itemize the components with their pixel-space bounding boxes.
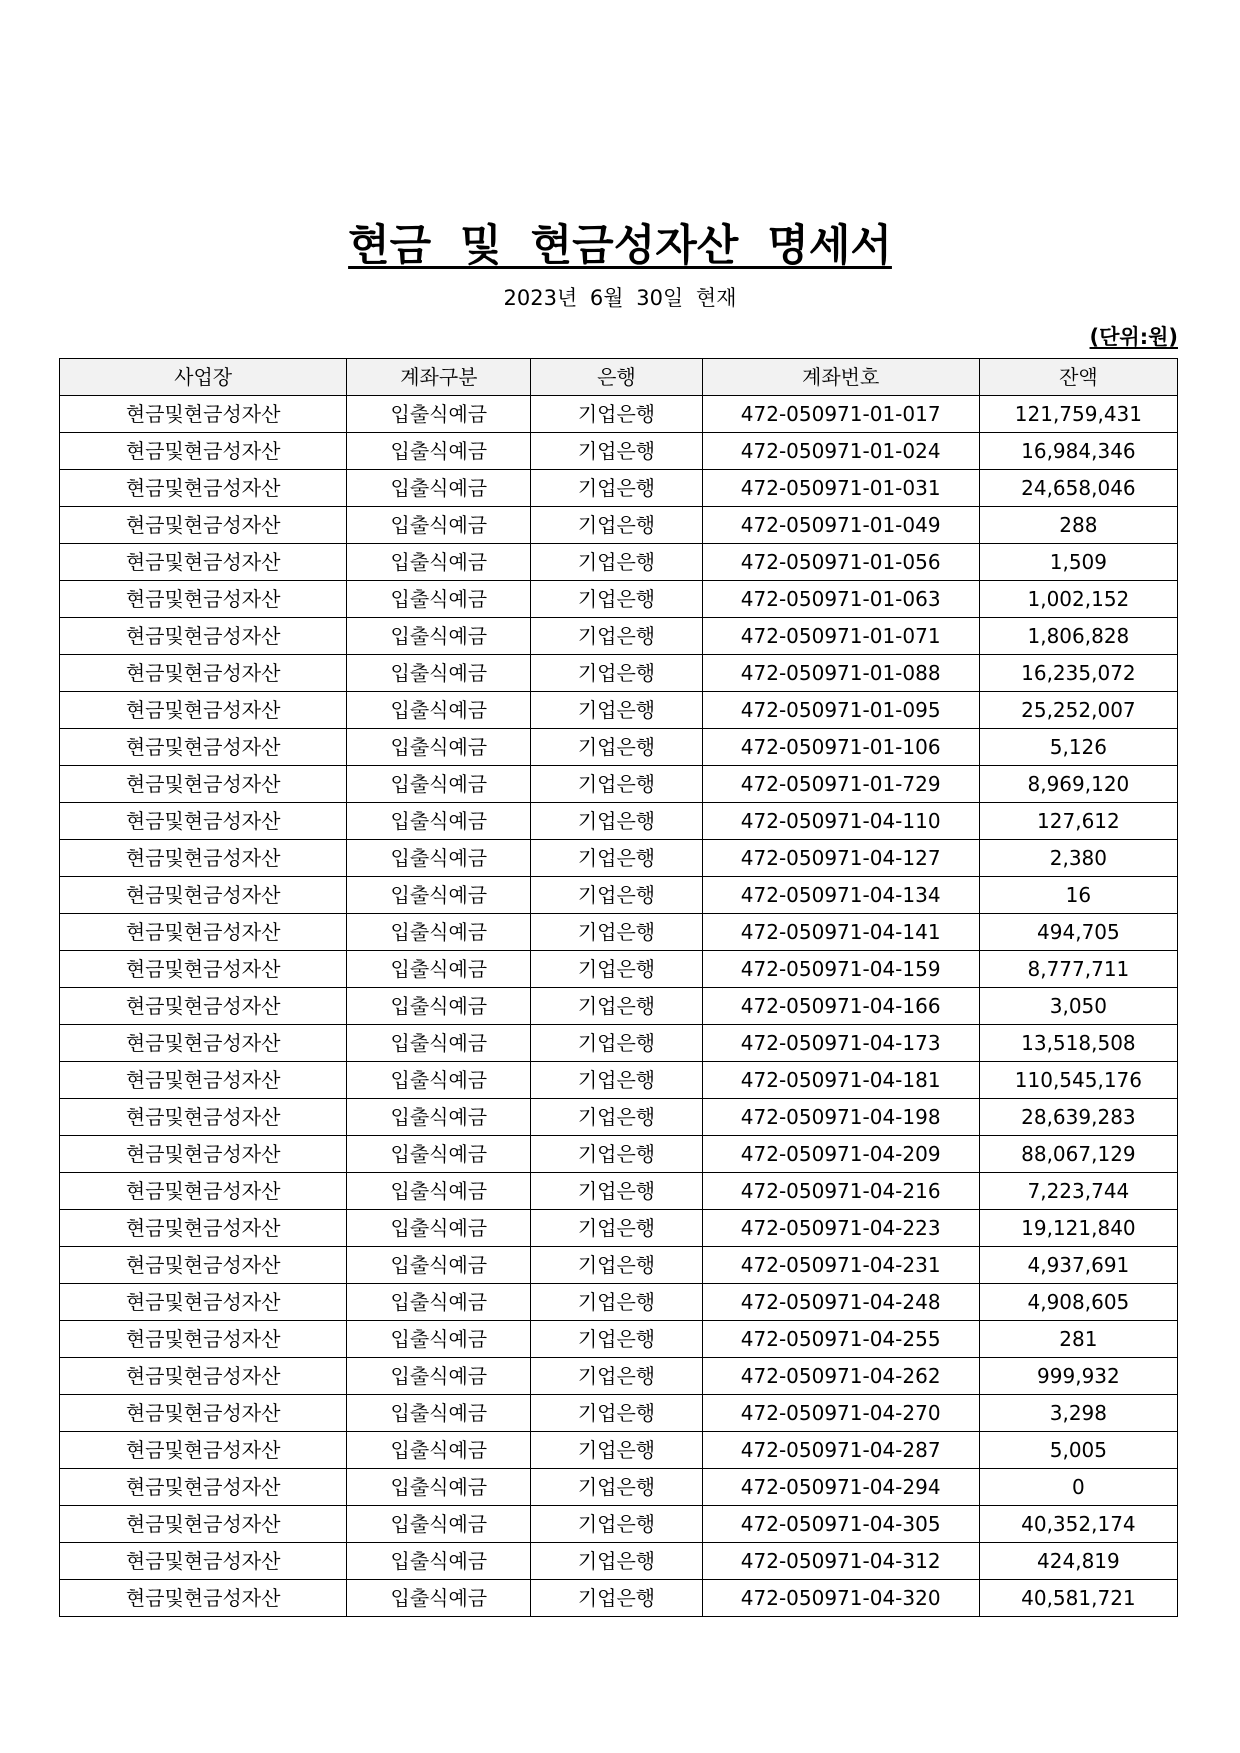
cell-account-type: 입출식예금 <box>347 655 531 692</box>
cell-balance: 16,235,072 <box>979 655 1177 692</box>
cell-account-type: 입출식예금 <box>347 729 531 766</box>
cell-account-type: 입출식예금 <box>347 1506 531 1543</box>
cell-account-type: 입출식예금 <box>347 877 531 914</box>
cell-account-number: 472-050971-01-031 <box>702 470 979 507</box>
cell-account-type: 입출식예금 <box>347 1099 531 1136</box>
cell-balance: 13,518,508 <box>979 1025 1177 1062</box>
cell-bank: 기업은행 <box>531 1358 702 1395</box>
cell-account-type: 입출식예금 <box>347 1284 531 1321</box>
cell-account-type: 입출식예금 <box>347 803 531 840</box>
table-row <box>60 840 1178 877</box>
cell-account-type: 입출식예금 <box>347 507 531 544</box>
cell-business-site: 현금및현금성자산 <box>60 1543 347 1580</box>
cell-balance: 88,067,129 <box>979 1136 1177 1173</box>
cell-business-site: 현금및현금성자산 <box>60 618 347 655</box>
cell-account-type: 입출식예금 <box>347 544 531 581</box>
document-title-text: 현금 및 현금성자산 명세서 <box>348 221 892 271</box>
table-row <box>60 1284 1178 1321</box>
cell-account-number: 472-050971-01-071 <box>702 618 979 655</box>
cell-account-number: 472-050971-04-294 <box>702 1469 979 1506</box>
cell-bank: 기업은행 <box>531 692 702 729</box>
cell-balance: 424,819 <box>979 1543 1177 1580</box>
cell-business-site: 현금및현금성자산 <box>60 1580 347 1617</box>
cell-bank: 기업은행 <box>531 396 702 433</box>
cell-bank: 기업은행 <box>531 1506 702 1543</box>
cell-account-type: 입출식예금 <box>347 840 531 877</box>
cell-business-site: 현금및현금성자산 <box>60 507 347 544</box>
cell-bank: 기업은행 <box>531 729 702 766</box>
table-body <box>60 396 1178 1617</box>
table-row <box>60 396 1178 433</box>
cell-business-site: 현금및현금성자산 <box>60 470 347 507</box>
cell-account-number: 472-050971-01-063 <box>702 581 979 618</box>
cell-account-number: 472-050971-01-088 <box>702 655 979 692</box>
cell-account-number: 472-050971-04-320 <box>702 1580 979 1617</box>
cell-account-number: 472-050971-04-141 <box>702 914 979 951</box>
cell-bank: 기업은행 <box>531 1284 702 1321</box>
cell-account-number: 472-050971-01-729 <box>702 766 979 803</box>
cell-account-type: 입출식예금 <box>347 1321 531 1358</box>
table-row <box>60 729 1178 766</box>
table-row <box>60 1358 1178 1395</box>
cell-balance: 3,050 <box>979 988 1177 1025</box>
cell-account-type: 입출식예금 <box>347 1395 531 1432</box>
cell-account-number: 472-050971-01-106 <box>702 729 979 766</box>
cell-account-number: 472-050971-04-159 <box>702 951 979 988</box>
cell-balance: 40,581,721 <box>979 1580 1177 1617</box>
cell-balance: 5,005 <box>979 1432 1177 1469</box>
cell-account-type: 입출식예금 <box>347 1173 531 1210</box>
table-row <box>60 1247 1178 1284</box>
table-row <box>60 1025 1178 1062</box>
cell-account-type: 입출식예금 <box>347 1136 531 1173</box>
cell-business-site: 현금및현금성자산 <box>60 1099 347 1136</box>
header-bank: 은행 <box>531 359 702 396</box>
table-row <box>60 988 1178 1025</box>
cell-balance: 7,223,744 <box>979 1173 1177 1210</box>
cell-bank: 기업은행 <box>531 840 702 877</box>
cell-balance: 4,937,691 <box>979 1247 1177 1284</box>
cell-balance: 4,908,605 <box>979 1284 1177 1321</box>
cell-balance: 40,352,174 <box>979 1506 1177 1543</box>
cell-business-site: 현금및현금성자산 <box>60 914 347 951</box>
cell-account-type: 입출식예금 <box>347 581 531 618</box>
cell-account-number: 472-050971-04-216 <box>702 1173 979 1210</box>
cell-account-number: 472-050971-04-134 <box>702 877 979 914</box>
cell-bank: 기업은행 <box>531 470 702 507</box>
cell-account-type: 입출식예금 <box>347 618 531 655</box>
cell-bank: 기업은행 <box>531 1062 702 1099</box>
cell-account-number: 472-050971-04-231 <box>702 1247 979 1284</box>
table-row <box>60 1580 1178 1617</box>
table-row <box>60 1321 1178 1358</box>
cell-business-site: 현금및현금성자산 <box>60 951 347 988</box>
cell-balance: 25,252,007 <box>979 692 1177 729</box>
cell-bank: 기업은행 <box>531 766 702 803</box>
document-title <box>0 218 1240 274</box>
cell-balance: 288 <box>979 507 1177 544</box>
cell-account-type: 입출식예금 <box>347 692 531 729</box>
cell-balance: 8,777,711 <box>979 951 1177 988</box>
statement-table <box>59 358 1178 1617</box>
cell-account-type: 입출식예금 <box>347 1580 531 1617</box>
table-row <box>60 581 1178 618</box>
table-row <box>60 951 1178 988</box>
cell-account-number: 472-050971-01-095 <box>702 692 979 729</box>
unit-label: (단위:원) <box>1089 325 1178 349</box>
cell-business-site: 현금및현금성자산 <box>60 655 347 692</box>
table-row <box>60 655 1178 692</box>
cell-business-site: 현금및현금성자산 <box>60 1321 347 1358</box>
cell-business-site: 현금및현금성자산 <box>60 1062 347 1099</box>
table-row <box>60 433 1178 470</box>
cell-business-site: 현금및현금성자산 <box>60 766 347 803</box>
cell-account-number: 472-050971-04-255 <box>702 1321 979 1358</box>
cell-balance: 110,545,176 <box>979 1062 1177 1099</box>
cell-business-site: 현금및현금성자산 <box>60 1395 347 1432</box>
table-row <box>60 1099 1178 1136</box>
cell-bank: 기업은행 <box>531 1432 702 1469</box>
cell-account-type: 입출식예금 <box>347 1247 531 1284</box>
cell-account-number: 472-050971-04-166 <box>702 988 979 1025</box>
cell-account-type: 입출식예금 <box>347 914 531 951</box>
cell-account-type: 입출식예금 <box>347 988 531 1025</box>
cell-account-number: 472-050971-04-305 <box>702 1506 979 1543</box>
cell-account-number: 472-050971-04-209 <box>702 1136 979 1173</box>
header-account-number: 계좌번호 <box>702 359 979 396</box>
cell-balance: 1,806,828 <box>979 618 1177 655</box>
table-row <box>60 544 1178 581</box>
cell-account-type: 입출식예금 <box>347 433 531 470</box>
cell-bank: 기업은행 <box>531 618 702 655</box>
cell-account-type: 입출식예금 <box>347 951 531 988</box>
table-row <box>60 618 1178 655</box>
cell-account-number: 472-050971-04-223 <box>702 1210 979 1247</box>
cell-bank: 기업은행 <box>531 655 702 692</box>
cell-business-site: 현금및현금성자산 <box>60 1284 347 1321</box>
cell-bank: 기업은행 <box>531 914 702 951</box>
table-row <box>60 803 1178 840</box>
cell-business-site: 현금및현금성자산 <box>60 544 347 581</box>
cell-business-site: 현금및현금성자산 <box>60 1247 347 1284</box>
cell-bank: 기업은행 <box>531 988 702 1025</box>
cell-balance: 24,658,046 <box>979 470 1177 507</box>
header-row <box>60 359 1178 396</box>
cell-bank: 기업은행 <box>531 1173 702 1210</box>
cell-business-site: 현금및현금성자산 <box>60 692 347 729</box>
cell-balance: 999,932 <box>979 1358 1177 1395</box>
table-row <box>60 692 1178 729</box>
cell-account-number: 472-050971-01-024 <box>702 433 979 470</box>
cell-account-number: 472-050971-01-017 <box>702 396 979 433</box>
cell-balance: 5,126 <box>979 729 1177 766</box>
cell-balance: 28,639,283 <box>979 1099 1177 1136</box>
cell-business-site: 현금및현금성자산 <box>60 1025 347 1062</box>
table-row <box>60 1506 1178 1543</box>
cell-business-site: 현금및현금성자산 <box>60 1358 347 1395</box>
cell-account-number: 472-050971-01-049 <box>702 507 979 544</box>
cell-balance: 121,759,431 <box>979 396 1177 433</box>
cell-business-site: 현금및현금성자산 <box>60 1432 347 1469</box>
table-row <box>60 1210 1178 1247</box>
cell-business-site: 현금및현금성자산 <box>60 433 347 470</box>
cell-balance: 1,509 <box>979 544 1177 581</box>
cell-bank: 기업은행 <box>531 803 702 840</box>
cell-bank: 기업은행 <box>531 581 702 618</box>
cell-account-type: 입출식예금 <box>347 396 531 433</box>
cell-account-number: 472-050971-01-056 <box>702 544 979 581</box>
cell-balance: 19,121,840 <box>979 1210 1177 1247</box>
table-row <box>60 1136 1178 1173</box>
cell-business-site: 현금및현금성자산 <box>60 581 347 618</box>
cell-business-site: 현금및현금성자산 <box>60 840 347 877</box>
cell-account-type: 입출식예금 <box>347 1025 531 1062</box>
cell-account-type: 입출식예금 <box>347 1432 531 1469</box>
cell-account-type: 입출식예금 <box>347 1543 531 1580</box>
cell-bank: 기업은행 <box>531 433 702 470</box>
cell-bank: 기업은행 <box>531 1580 702 1617</box>
cell-bank: 기업은행 <box>531 1136 702 1173</box>
cell-balance: 2,380 <box>979 840 1177 877</box>
cell-bank: 기업은행 <box>531 877 702 914</box>
cell-balance: 16 <box>979 877 1177 914</box>
cell-bank: 기업은행 <box>531 544 702 581</box>
cell-business-site: 현금및현금성자산 <box>60 396 347 433</box>
cell-bank: 기업은행 <box>531 1543 702 1580</box>
cell-bank: 기업은행 <box>531 507 702 544</box>
table-row <box>60 1173 1178 1210</box>
cell-account-number: 472-050971-04-287 <box>702 1432 979 1469</box>
cell-bank: 기업은행 <box>531 1025 702 1062</box>
cell-balance: 8,969,120 <box>979 766 1177 803</box>
cell-bank: 기업은행 <box>531 1469 702 1506</box>
cell-business-site: 현금및현금성자산 <box>60 1469 347 1506</box>
cell-business-site: 현금및현금성자산 <box>60 1173 347 1210</box>
cell-bank: 기업은행 <box>531 1210 702 1247</box>
cell-bank: 기업은행 <box>531 1247 702 1284</box>
cell-account-number: 472-050971-04-248 <box>702 1284 979 1321</box>
cell-balance: 3,298 <box>979 1395 1177 1432</box>
document-date: 2023년 6월 30일 현재 <box>503 286 737 310</box>
cell-balance: 494,705 <box>979 914 1177 951</box>
cell-account-type: 입출식예금 <box>347 766 531 803</box>
cell-business-site: 현금및현금성자산 <box>60 1136 347 1173</box>
cell-bank: 기업은행 <box>531 951 702 988</box>
table-row <box>60 507 1178 544</box>
table-row <box>60 1432 1178 1469</box>
cell-account-type: 입출식예금 <box>347 1210 531 1247</box>
cell-balance: 281 <box>979 1321 1177 1358</box>
header-balance: 잔액 <box>979 359 1177 396</box>
cell-account-type: 입출식예금 <box>347 1358 531 1395</box>
cell-account-number: 472-050971-04-181 <box>702 1062 979 1099</box>
cell-account-number: 472-050971-04-270 <box>702 1395 979 1432</box>
cell-account-number: 472-050971-04-312 <box>702 1543 979 1580</box>
cell-business-site: 현금및현금성자산 <box>60 803 347 840</box>
cell-business-site: 현금및현금성자산 <box>60 877 347 914</box>
cell-business-site: 현금및현금성자산 <box>60 988 347 1025</box>
header-business-site: 사업장 <box>60 359 347 396</box>
cell-business-site: 현금및현금성자산 <box>60 1506 347 1543</box>
cell-business-site: 현금및현금성자산 <box>60 729 347 766</box>
cell-account-type: 입출식예금 <box>347 1062 531 1099</box>
cell-balance: 16,984,346 <box>979 433 1177 470</box>
cell-business-site: 현금및현금성자산 <box>60 1210 347 1247</box>
table-row <box>60 1469 1178 1506</box>
table-row <box>60 914 1178 951</box>
table-row <box>60 1395 1178 1432</box>
cell-account-number: 472-050971-04-110 <box>702 803 979 840</box>
cell-bank: 기업은행 <box>531 1099 702 1136</box>
cell-account-type: 입출식예금 <box>347 1469 531 1506</box>
cell-account-number: 472-050971-04-262 <box>702 1358 979 1395</box>
cell-account-number: 472-050971-04-198 <box>702 1099 979 1136</box>
table-header <box>60 359 1178 396</box>
header-account-type: 계좌구분 <box>347 359 531 396</box>
table-row <box>60 1062 1178 1099</box>
table-row <box>60 470 1178 507</box>
table-row <box>60 877 1178 914</box>
cell-bank: 기업은행 <box>531 1321 702 1358</box>
cell-balance: 1,002,152 <box>979 581 1177 618</box>
cell-bank: 기업은행 <box>531 1395 702 1432</box>
cell-balance: 0 <box>979 1469 1177 1506</box>
table-row <box>60 766 1178 803</box>
cell-account-number: 472-050971-04-127 <box>702 840 979 877</box>
table-row <box>60 1543 1178 1580</box>
cell-balance: 127,612 <box>979 803 1177 840</box>
cell-account-number: 472-050971-04-173 <box>702 1025 979 1062</box>
cell-account-type: 입출식예금 <box>347 470 531 507</box>
